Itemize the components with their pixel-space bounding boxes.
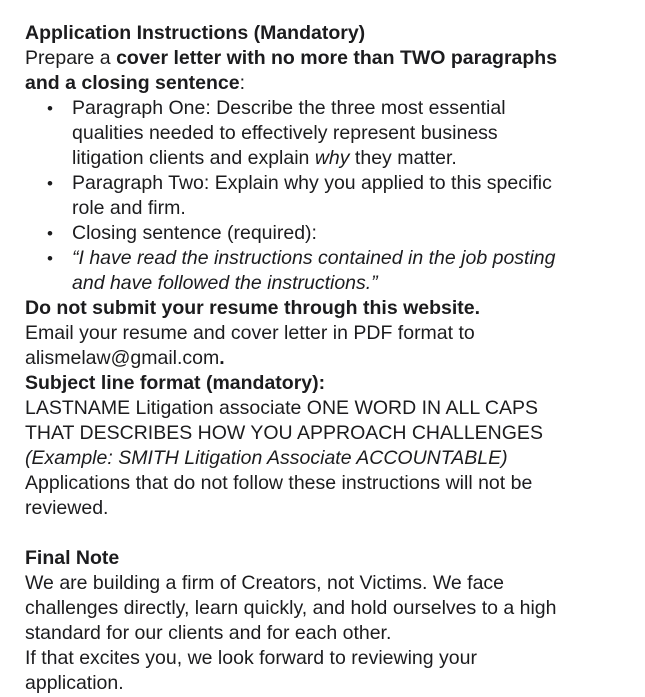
final-note-line-2: challenges directly, learn quickly, and hold ourselves to a high bbox=[25, 597, 557, 619]
bullet-closing-quote bbox=[25, 246, 637, 296]
email-address: alismelaw@gmail.com bbox=[25, 347, 220, 369]
final-note-line-3: standard for our clients and for each other. bbox=[25, 622, 392, 644]
intro-post: : bbox=[239, 72, 245, 94]
document-body bbox=[25, 21, 637, 696]
email-period: . bbox=[219, 347, 225, 369]
warning-line-1: Applications that do not follow these instructions will not be bbox=[25, 472, 533, 494]
bullet-1-line-3 bbox=[72, 146, 637, 171]
bullet-3-line-1: • Closing sentence (required): bbox=[72, 222, 317, 244]
email-line-2 bbox=[25, 346, 637, 371]
bullet-paragraph-two bbox=[25, 171, 637, 221]
intro-pre: Prepare a bbox=[25, 47, 117, 69]
bullet-4-line-1: • “I have read the instructions contained in the job posting bbox=[72, 247, 556, 269]
subject-heading: Subject line format (mandatory): bbox=[25, 372, 326, 394]
subject-line-2: THAT DESCRIBES HOW YOU APPROACH CHALLENGES bbox=[25, 422, 543, 444]
section-spacer bbox=[25, 521, 637, 546]
bullet-2-line-2: role and firm. bbox=[72, 197, 186, 219]
final-note-line-1: We are building a firm of Creators, not Victims. We face bbox=[25, 572, 505, 594]
intro-line-2 bbox=[25, 71, 637, 96]
no-resume-notice: Do not submit your resume through this website. bbox=[25, 297, 481, 319]
warning-line-2: reviewed. bbox=[25, 497, 109, 519]
instructions-heading: Application Instructions (Mandatory) bbox=[25, 22, 366, 44]
intro-bold-2: and a closing sentence bbox=[25, 72, 240, 94]
final-note-heading: Final Note bbox=[25, 547, 120, 569]
bullet-1-last-post: they matter. bbox=[349, 147, 457, 169]
bullet-1-line-1: • Paragraph One: Describe the three most essential bbox=[72, 97, 506, 119]
bullet-2-line-1: • Paragraph Two: Explain why you applied to this specific bbox=[72, 172, 552, 194]
subject-example: (Example: SMITH Litigation Associate ACCOUNTABLE) bbox=[25, 447, 508, 469]
bullet-4-line-2: and have followed the instructions.” bbox=[72, 272, 378, 294]
intro-bold-1: cover letter with no more than TWO paragraphs bbox=[116, 47, 558, 69]
intro-line-1 bbox=[25, 46, 637, 71]
bullet-1-last-pre: litigation clients and explain bbox=[72, 147, 315, 169]
email-line-1: Email your resume and cover letter in PDF format to bbox=[25, 322, 475, 344]
bullet-closing-sentence bbox=[25, 221, 637, 246]
bullet-1-emphasis: why bbox=[314, 147, 350, 169]
bullet-paragraph-one bbox=[25, 96, 637, 171]
final-note-line-4: If that excites you, we look forward to reviewing your bbox=[25, 647, 477, 669]
bullet-1-line-2: qualities needed to effectively represent business bbox=[72, 122, 498, 144]
final-note-line-5: application. bbox=[25, 672, 124, 694]
subject-line-1: LASTNAME Litigation associate ONE WORD IN ALL CAPS bbox=[25, 397, 538, 419]
instruction-bullets bbox=[25, 96, 637, 296]
